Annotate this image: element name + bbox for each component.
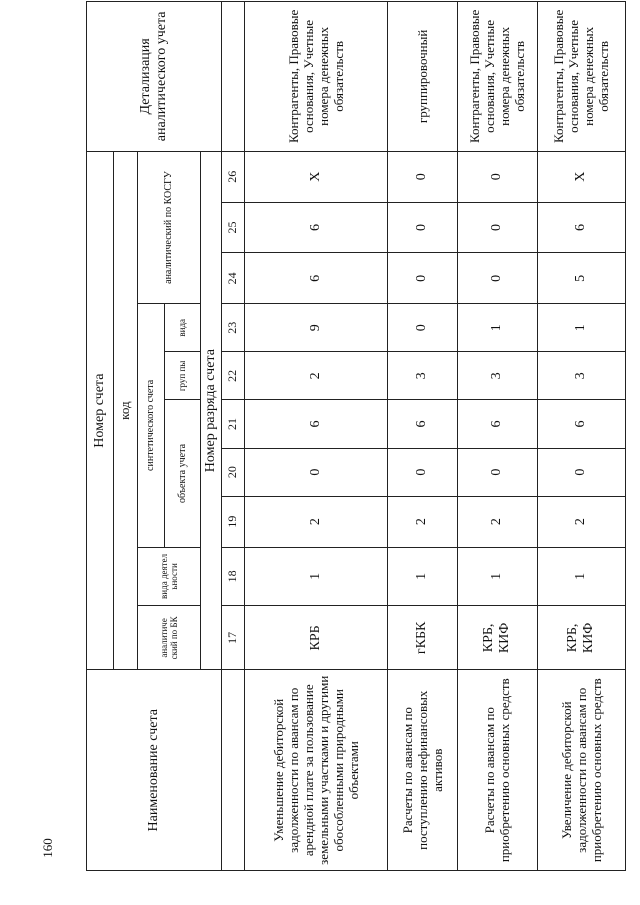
value-cell: 6 (537, 400, 626, 448)
value-cell: 0 (388, 151, 457, 202)
header-row-1 (87, 2, 114, 871)
synthetic-header: синтетического счета (137, 304, 164, 547)
digit-label: 24 (221, 253, 244, 304)
account-number-header: Номер счета (87, 151, 114, 670)
value-cell: 6 (388, 400, 457, 448)
account-name: Расчеты по авансам по приобретению основных средств (457, 670, 537, 871)
account-table-rotated (86, 1, 626, 871)
value-cell: КРБ (244, 606, 387, 670)
value-cell: 2 (537, 496, 626, 547)
table-row (537, 2, 626, 871)
kosgu-header: аналитический по КОСГУ (137, 151, 200, 303)
detail-column-header: Детализация аналитического учета (87, 2, 222, 152)
name-column-header: Наименование счета (87, 670, 222, 871)
digit-label: 20 (221, 448, 244, 496)
table-row (457, 2, 537, 871)
digit-label: 19 (221, 496, 244, 547)
value-cell: 9 (244, 304, 387, 352)
value-cell: 2 (457, 496, 537, 547)
value-cell: 1 (457, 547, 537, 606)
value-cell: Х (537, 151, 626, 202)
kind-header: вида (164, 304, 200, 352)
group-header: груп пы (164, 352, 200, 400)
table-row (388, 2, 457, 871)
value-cell: 0 (537, 448, 626, 496)
value-cell: 1 (537, 547, 626, 606)
table-row (244, 2, 387, 871)
value-cell: гКБК (388, 606, 457, 670)
value-cell: 0 (457, 151, 537, 202)
digit-label: 26 (221, 151, 244, 202)
activity-type-header: вида деятел ьности (137, 547, 200, 606)
value-cell: 0 (457, 253, 537, 304)
analytic-bk-header: аналитиче ский по БК (137, 606, 200, 670)
account-table (86, 1, 626, 871)
account-name: Расчеты по авансам по поступлению нефинансовых активов (388, 670, 457, 871)
value-cell: 0 (388, 202, 457, 253)
digit-label: 22 (221, 352, 244, 400)
digit-label: 21 (221, 400, 244, 448)
page-number: 160 (40, 838, 55, 858)
digit-number-header: Номер разряда счета (200, 151, 221, 670)
value-cell: 2 (244, 496, 387, 547)
value-cell: 2 (244, 352, 387, 400)
detail-cell: Контрагенты, Правовые основания, Учетные номера денежных обязательств (457, 2, 537, 152)
value-cell: 1 (457, 304, 537, 352)
value-cell: 0 (457, 202, 537, 253)
detail-cell: группировочный (388, 2, 457, 152)
detail-cell: Контрагенты, Правовые основания, Учетные номера денежных обязательств (537, 2, 626, 152)
digit-label: 17 (221, 606, 244, 670)
value-cell: 0 (388, 253, 457, 304)
value-cell: 1 (244, 547, 387, 606)
value-cell: 0 (388, 304, 457, 352)
digit-numbers-row (221, 2, 244, 871)
digit-empty-cell (221, 2, 244, 152)
value-cell: КРБ, КИФ (457, 606, 537, 670)
detail-cell: Контрагенты, Правовые основания, Учетные номера денежных обязательств (244, 2, 387, 152)
account-name: Увеличение дебиторской задолженности по авансам по приобретению основных средств (537, 670, 626, 871)
code-header: код (114, 151, 137, 670)
value-cell: 0 (244, 448, 387, 496)
value-cell: 3 (457, 352, 537, 400)
value-cell: 0 (388, 448, 457, 496)
value-cell: Х (244, 151, 387, 202)
value-cell: 6 (244, 400, 387, 448)
value-cell: 3 (537, 352, 626, 400)
value-cell: 6 (537, 202, 626, 253)
value-cell: 6 (244, 202, 387, 253)
digit-label: 18 (221, 547, 244, 606)
value-cell: 5 (537, 253, 626, 304)
value-cell: КРБ, КИФ (537, 606, 626, 670)
digit-empty-cell (221, 670, 244, 871)
value-cell: 2 (388, 496, 457, 547)
value-cell: 6 (244, 253, 387, 304)
object-header: объекта учета (164, 400, 200, 547)
digit-label: 23 (221, 304, 244, 352)
digit-label: 25 (221, 202, 244, 253)
value-cell: 6 (457, 400, 537, 448)
value-cell: 1 (537, 304, 626, 352)
value-cell: 1 (388, 547, 457, 606)
account-name: Уменьшение дебиторской задолженности по авансам по арендной плате за пользование земельными участками и другими обособленными природными объектами (244, 670, 387, 871)
value-cell: 3 (388, 352, 457, 400)
value-cell: 0 (457, 448, 537, 496)
